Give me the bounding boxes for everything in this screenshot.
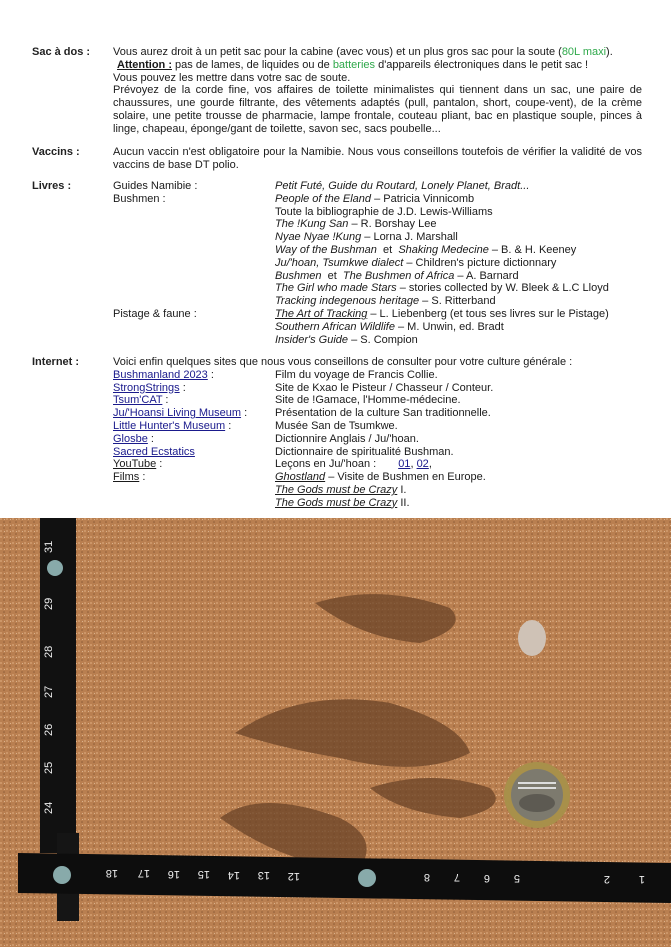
link-desc: Présentation de la culture San traditionnelle. [275,407,491,420]
book-title: Way of the Bushman [275,243,377,256]
link-row [113,420,642,433]
book-author: – R. Borshay Lee [348,218,437,231]
film-gods-1-link[interactable]: The Gods must be Crazy [275,483,398,496]
book-title: Nyae Nyae !Kung [275,231,362,244]
book-title: Bushmen [275,269,322,282]
book-author: – A. Barnard [454,269,519,282]
book-row [113,321,642,334]
link-suffix: : [225,419,232,432]
link-row [113,382,642,395]
internet-label: Internet : [32,356,80,368]
pebble [518,620,546,656]
vaccins-text: Aucun vaccin n'est obligatoire pour la Namibie. Nous vous conseillons toutefois de vérifier la validité de vos vaccins de base DT polio. [113,146,642,171]
section-sac-a-dos [32,46,642,141]
sac-text: ). [606,46,613,58]
film-desc: – Visite de Bushmen en Europe. [325,471,486,484]
book-row [113,282,642,295]
sep: , [410,458,417,471]
book-row [113,257,642,270]
sac-line2 [113,59,642,72]
section-vaccins [32,146,642,174]
link-living-museum[interactable]: Ju/'Hoansi Living Museum [113,407,242,420]
book-title: Southern African Wildlife [275,320,395,333]
svg-text:24: 24 [43,801,55,814]
track-photo-illustration [0,518,671,947]
svg-text:5: 5 [513,872,520,884]
guides-row [113,180,642,193]
book-row [113,244,642,257]
batteries-word: batteries [332,58,376,71]
svg-text:29: 29 [43,597,55,610]
attention-label: Attention : [117,58,172,71]
book-author: – stories collected by W. Bleek & L.C Lloyd [396,282,609,295]
link-suffix: : [139,471,146,484]
book-author: – B. & H. Keeney [488,243,577,256]
book-author: – S. Compion [348,333,418,346]
link-suffix: : [207,368,214,381]
book-title: The Girl who made Stars [275,282,397,295]
sac-line4: Prévoyez de la corde fine, vos affaires de toilette minimalistes qui tiennent dans un sac, une paire de chaussures, une gourde filtrante, des vêtements adaptés (pull, pantalon, short, coupe-vent), de la crème solaire, une petite trousse de pharmacie, lampe frontale, couteau pliant, bac en plastique souple, pinces à linge, chapeau, éponge/gant de toilette, savon sec, sacs poubelle... [113,84,642,135]
youtube-desc: Leçons en Ju/'hoan : [275,458,377,471]
sac-text: Vous aurez droit à un petit sac pour la cabine (avec vous) et un plus gros sac pour la soute ( [113,46,562,58]
link-row [113,433,642,446]
sac-capacity: 80L maxi [561,46,607,58]
book-title: The Bushmen of Africa [342,269,455,282]
book-sep: et [321,269,343,282]
sac-content [113,46,642,136]
bushmen-label: Bushmen : [113,192,166,205]
link-desc: Site de !Gamace, l'Homme-médecine. [275,394,461,407]
link-strongstrings[interactable]: StrongStrings [113,381,180,394]
link-row [113,458,642,471]
book-author: – M. Unwin, ed. Bradt [394,320,504,333]
book-author: – Patricia Vinnicomb [371,192,475,205]
track-photo [0,518,671,947]
link-glosbe[interactable]: Glosbe [113,432,148,445]
film-gods-2-link[interactable]: The Gods must be Crazy [275,496,398,509]
youtube-video-01[interactable]: 01 [398,458,411,471]
book-row [113,270,642,283]
section-livres [32,180,642,350]
svg-text:6: 6 [483,872,490,884]
film-desc: I. [397,483,407,496]
sac-line1 [113,46,642,59]
link-row [113,484,642,497]
book-row [113,334,642,347]
internet-intro: Voici enfin quelques sites que nous vous conseillons de consulter pour votre culture générale : [113,356,573,368]
book-row [113,206,642,219]
book-title: Shaking Medecine [398,243,489,256]
link-desc: Site de Kxao le Pisteur / Chasseur / Conteur. [275,381,494,394]
book-title: People of the Eland [275,192,372,205]
book-author: – L. Liebenberg (et tous ses livres sur le Pistage) [367,307,609,320]
section-internet [32,356,642,516]
guides-value: Petit Futé, Guide du Routard, Lonely Planet, Bradt... [275,180,530,192]
link-desc: Dictionnaire de spiritualité Bushman. [275,445,454,458]
link-suffix: : [241,407,248,420]
svg-text:2: 2 [603,873,610,885]
film-desc: II. [397,496,410,509]
book-row [113,308,642,321]
film-ghostland-link[interactable]: Ghostland [275,471,326,484]
vaccins-label: Vaccins : [32,146,80,158]
link-row [113,369,642,382]
book-title-link[interactable]: The Art of Tracking [275,307,368,320]
book-row [113,231,642,244]
svg-text:15: 15 [197,868,210,880]
book-author: – S. Ritterband [419,295,496,308]
svg-text:27: 27 [43,685,55,698]
sep: , [428,458,432,471]
svg-text:1: 1 [638,873,645,885]
book-title: Ju/'hoan, Tsumkwe dialect [275,256,404,269]
link-desc: Film du voyage de Francis Collie. [275,368,438,381]
book-title: Insider's Guide [275,333,349,346]
svg-text:13: 13 [257,869,270,881]
link-desc: Dictionnire Anglais / Ju/'hoan. [275,432,419,445]
link-row [113,407,642,420]
link-suffix: : [162,394,169,407]
link-suffix: : [156,458,163,471]
svg-text:26: 26 [43,723,55,736]
sac-label: Sac à dos : [32,46,91,58]
coin-icon [504,762,570,828]
link-tsumcat[interactable]: Tsum'CAT [113,394,163,407]
svg-text:16: 16 [167,868,180,880]
sac-line3: Vous pouvez les mettre dans votre sac de soute. [113,71,351,84]
book-author: – Children's picture dictionnary [403,256,557,269]
link-bushmanland[interactable]: Bushmanland 2023 [113,368,208,381]
svg-text:25: 25 [43,761,55,774]
svg-text:18: 18 [105,867,118,879]
youtube-label: YouTube [113,458,157,471]
svg-text:8: 8 [423,871,430,883]
link-row [113,471,642,484]
link-suffix: : [179,381,186,394]
link-row [113,446,642,459]
youtube-video-02[interactable]: 02 [416,458,429,471]
svg-text:7: 7 [453,871,460,883]
link-suffix: : [147,432,154,445]
svg-text:12: 12 [287,870,300,882]
svg-text:31: 31 [43,540,55,553]
livres-label: Livres : [32,180,72,192]
link-sacred-ecstatics[interactable]: Sacred Ecstatics [113,445,195,458]
guides-label: Guides Namibie : [113,180,198,192]
book-title: Tracking indegenous heritage [275,295,420,308]
book-row [113,295,642,308]
book-title: The !Kung San [275,218,349,231]
films-label: Films [113,471,140,484]
book-row [113,193,642,206]
svg-text:28: 28 [43,645,55,658]
link-desc: Musée San de Tsumkwe. [275,419,398,432]
book-sep: et [376,243,399,256]
sac-text: pas de lames, de liquides ou de [171,58,333,71]
book-author: – Lorna J. Marshall [361,231,458,244]
internet-content [113,356,642,510]
link-little-hunters[interactable]: Little Hunter's Museum [113,419,226,432]
pistage-label: Pistage & faune : [113,307,197,320]
svg-text:17: 17 [137,867,150,879]
svg-text:14: 14 [227,869,240,881]
link-row [113,394,642,407]
sac-text: d'appareils électroniques dans le petit sac ! [375,58,589,71]
book-text: Toute la bibliographie de J.D. Lewis-Williams [275,205,493,218]
book-row [113,218,642,231]
link-row [113,497,642,510]
livres-content [113,180,642,346]
